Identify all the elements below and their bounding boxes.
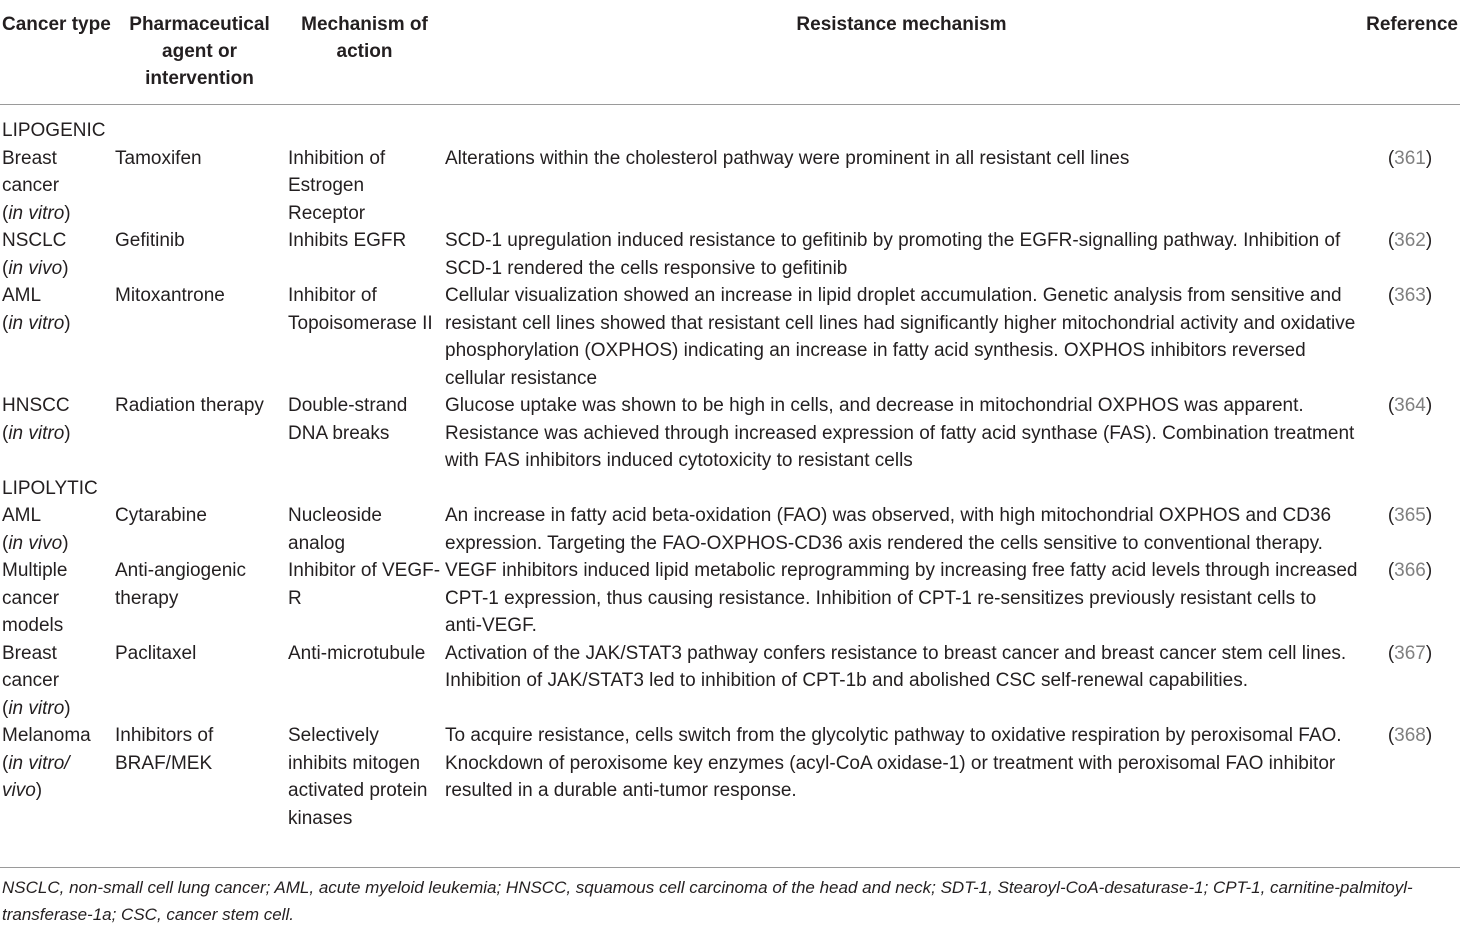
cancer-name: Melanoma xyxy=(2,725,91,746)
cell-resistance: Activation of the JAK/STAT3 pathway confers resistance to breast cancer and breast cancer stem cell lines. Inhibition of JAK/STAT3 led to inhibition of CPT-1b and abolished CSC self-renewal capabilities. xyxy=(445,642,1347,691)
header-agent: Pharmaceutical agent or intervention xyxy=(129,14,270,89)
cell-agent: Tamoxifen xyxy=(115,147,202,169)
section-row xyxy=(0,105,1460,145)
study-model: in vitro xyxy=(8,697,65,719)
footnote-divider xyxy=(0,867,1460,868)
cell-mechanism: Nucleoside analog xyxy=(288,505,382,554)
table-footnote: NSCLC, non-small cell lung cancer; AML, acute myeloid leukemia; HNSCC, squamous cell carcinoma of the head and neck; SDT-1, Stearoyl-CoA-desaturase-1; CPT-1, carnitine-palmitoyl-transferase-1a; CSC, cancer stem cell. xyxy=(2,878,1413,924)
cell-agent: Anti-angiogenic therapy xyxy=(115,560,246,609)
cell-cancer-type xyxy=(0,557,113,640)
study-model: in vivo xyxy=(8,257,63,279)
table-row xyxy=(0,145,1460,228)
table-row xyxy=(0,282,1460,392)
reference-link[interactable]: 363 xyxy=(1394,285,1426,306)
cell-resistance: Glucose uptake was shown to be high in cells, and decrease in mitochondrial OXPHOS was apparent. Resistance was achieved through increased expression of fatty acid synthase (FAS). Combination treatment with FAS inhibitors induced cytotoxicity to resistant cells xyxy=(445,395,1355,471)
cell-mechanism: Inhibition of Estrogen Receptor xyxy=(288,147,386,224)
header-reference: Reference xyxy=(1366,14,1458,35)
cell-reference: (365) xyxy=(1387,505,1433,526)
cell-agent: Inhibitors of BRAF/MEK xyxy=(115,725,214,774)
reference-link[interactable]: 364 xyxy=(1394,395,1426,416)
cell-resistance: Alterations within the cholesterol pathway were prominent in all resistant cell lines xyxy=(445,147,1130,169)
cancer-name: Multiple cancer models xyxy=(2,560,68,636)
reference-link[interactable]: 366 xyxy=(1394,560,1426,581)
cell-cancer-type: AML (in vivo) xyxy=(2,505,69,554)
cell-resistance: VEGF inhibitors induced lipid metabolic reprogramming by increasing free fatty acid levels through increased CPT-1 expression, thus causing resistance. Inhibition of CPT-1 re-sensitizes previously resistant cells to anti-VEGF. xyxy=(445,560,1358,636)
study-model: in vitro xyxy=(8,202,65,224)
cell-cancer-type: NSCLC (in vivo) xyxy=(2,230,69,279)
cancer-name: Breast cancer xyxy=(2,642,60,691)
table-row xyxy=(0,722,1460,832)
table-body xyxy=(0,105,1460,833)
cell-cancer-type: AML (in vitro) xyxy=(2,285,71,334)
section-label: LIPOGENIC xyxy=(2,120,106,141)
section-row xyxy=(0,475,1460,503)
cell-mechanism: Selectively inhibits mitogen activated protein kinases xyxy=(288,725,428,829)
cancer-name: AML xyxy=(2,505,42,526)
header-cancer-type: Cancer type xyxy=(2,14,111,35)
cell-resistance: An increase in fatty acid beta-oxidation (FAO) was observed, with high mitochondrial OXPHOS and CD36 expression. Targeting the FAO-OXPHOS-CD36 axis rendered the cells sensitive to conventional therapy. xyxy=(445,505,1332,554)
cell-agent: Gefitinib xyxy=(115,230,185,251)
cell-mechanism: Inhibitor of Topoisomerase II xyxy=(288,285,433,334)
cell-mechanism: Inhibits EGFR xyxy=(288,230,407,251)
cell-resistance: SCD-1 upregulation induced resistance to gefitinib by promoting the EGFR-signalling pathway. Inhibition of SCD-1 rendered the cells responsive to gefitinib xyxy=(445,230,1341,279)
cell-cancer-type: Melanoma (in vitro/ vivo) xyxy=(2,725,91,801)
study-model: in vitro xyxy=(8,312,65,334)
cell-mechanism: Inhibitor of VEGF-R xyxy=(288,560,441,609)
cell-cancer-type: Breast cancer (in vitro) xyxy=(2,147,71,224)
cell-reference: (364) xyxy=(1387,395,1433,416)
reference-link[interactable]: 361 xyxy=(1394,147,1426,169)
cell-cancer-type: HNSCC (in vitro) xyxy=(2,395,71,444)
table-row xyxy=(0,392,1460,475)
cancer-name: Breast cancer xyxy=(2,147,60,196)
cell-mechanism: Double-strand DNA breaks xyxy=(288,395,408,444)
table-row xyxy=(0,640,1460,723)
cancer-name: AML xyxy=(2,285,42,306)
cell-reference: (361) xyxy=(1387,147,1433,169)
reference-link[interactable]: 362 xyxy=(1394,230,1426,251)
table-header xyxy=(0,0,1460,105)
table-row xyxy=(0,502,1460,557)
cell-agent: Mitoxantrone xyxy=(115,285,225,306)
table-row xyxy=(0,227,1460,282)
cell-reference: (367) xyxy=(1387,642,1433,664)
cancer-name: NSCLC xyxy=(2,230,67,251)
reference-link[interactable]: 367 xyxy=(1394,642,1426,664)
cell-resistance: To acquire resistance, cells switch from the glycolytic pathway to oxidative respiration by peroxisomal FAO. Knockdown of peroxisome key enzymes (acyl-CoA oxidase-1) or treatment with peroxisomal FAO inhibitor resulted in a durable anti-tumor response. xyxy=(445,725,1342,801)
study-model: in vitro/ vivo xyxy=(2,752,70,801)
reference-link[interactable]: 365 xyxy=(1394,505,1426,526)
cell-resistance: Cellular visualization showed an increase in lipid droplet accumulation. Genetic analysis from sensitive and resistant cell lines showed that resistant cell lines had significantly higher mitochondrial activity and oxidative phosphorylation (OXPHOS) indicating an increase in fatty acid synthesis. OXPHOS inhibitors reversed cellular resistance xyxy=(445,285,1356,389)
cell-agent: Radiation therapy xyxy=(115,395,264,416)
table-row xyxy=(0,557,1460,640)
cell-reference: (363) xyxy=(1387,285,1433,306)
cell-cancer-type: Breast cancer (in vitro) xyxy=(2,642,71,719)
cell-reference: (366) xyxy=(1387,560,1433,581)
study-model: in vitro xyxy=(8,422,65,444)
cell-agent: Cytarabine xyxy=(115,505,207,526)
section-label: LIPOLYTIC xyxy=(2,477,98,499)
header-mechanism: Mechanism of action xyxy=(301,14,428,62)
study-model: in vivo xyxy=(8,532,63,554)
cancer-name: HNSCC xyxy=(2,395,70,416)
reference-link[interactable]: 368 xyxy=(1394,725,1426,746)
header-resistance: Resistance mechanism xyxy=(796,14,1007,35)
cell-agent: Paclitaxel xyxy=(115,642,197,664)
cell-mechanism: Anti-microtubule xyxy=(288,642,426,664)
cell-reference: (368) xyxy=(1387,725,1433,746)
cell-reference: (362) xyxy=(1387,230,1433,251)
